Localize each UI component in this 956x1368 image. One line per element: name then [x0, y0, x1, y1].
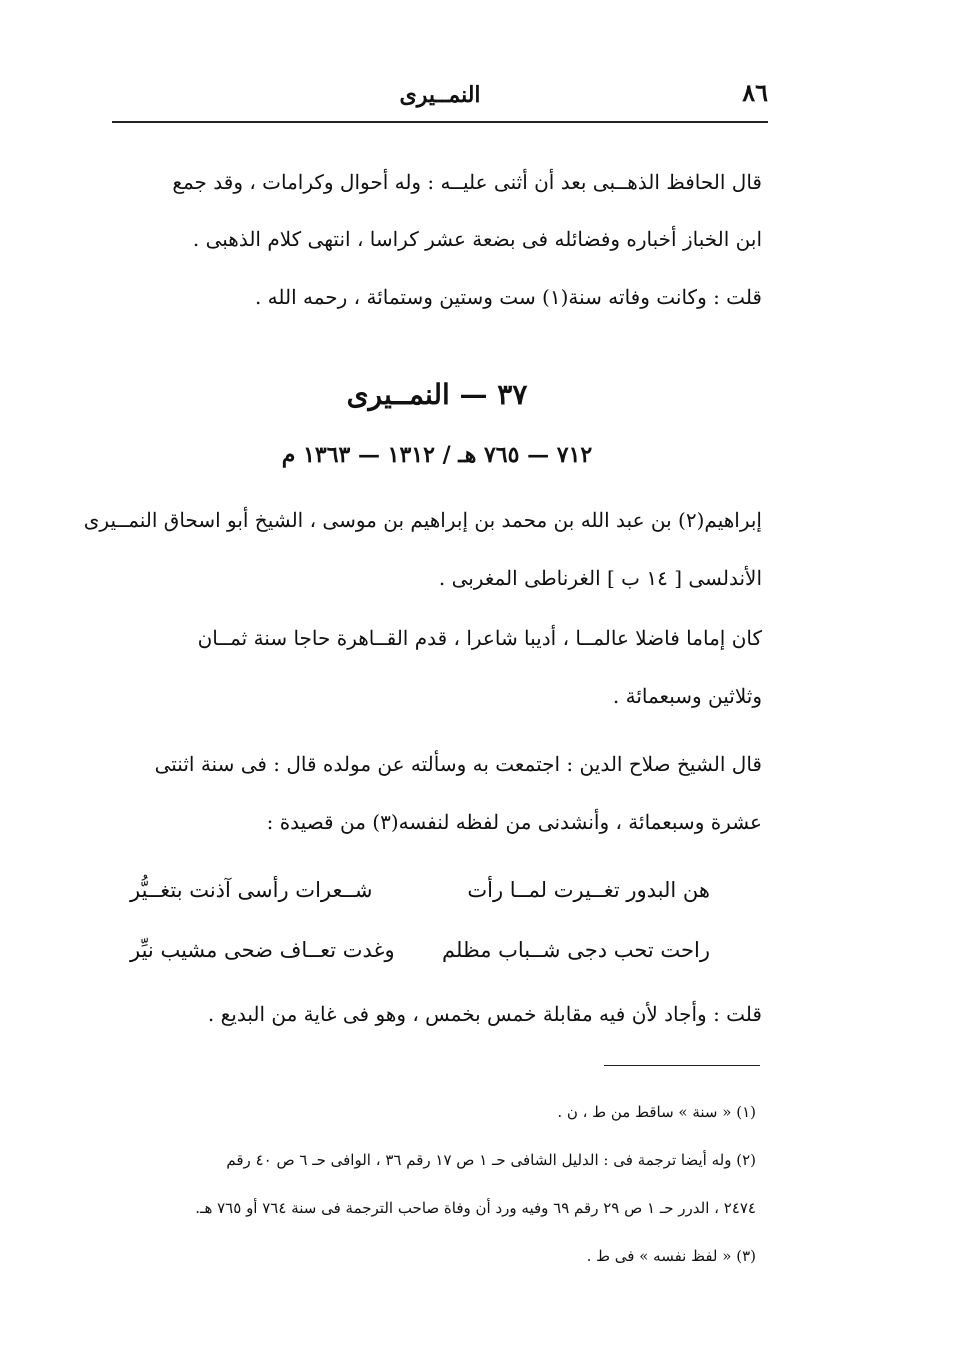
verse-first-hemistich: راحت تحب دجى شــباب مظلم — [442, 938, 710, 962]
paragraph-line: قال الحافظ الذهــبى بعد أن أثنى عليــه : وله أحوال وكرامات ، وقد جمع — [172, 170, 762, 194]
footnote: (٣) « لفظ نفسه » فى ط . — [586, 1247, 756, 1265]
verse-second-hemistich: وغدت تعــاف ضحى مشيب نيِّر — [130, 938, 395, 962]
paragraph-line: قلت : وكانت وفاته سنة(١) ست وستين وستمائة ، رحمه الله . — [254, 285, 762, 309]
poem-verse — [130, 878, 710, 908]
entry-dates: ٧١٢ — ٧٦٥ هـ / ١٣١٢ — ١٣٦٣ م — [281, 442, 593, 468]
paragraph-line: وثلاثين وسبعمائة . — [612, 684, 762, 708]
paragraph-line: عشرة وسبعمائة ، وأنشدنى من لفظه لنفسه(٣) من قصيدة : — [266, 810, 762, 834]
paragraph-line: قال الشيخ صلاح الدين : اجتمعت به وسألته عن مولده قال : فى سنة اثنتى — [154, 752, 762, 776]
paragraph-line: قلت : وأجاد لأن فيه مقابلة خمس بخمس ، وهو فى غاية من البديع . — [207, 1002, 762, 1026]
page-number: ٨٦ — [742, 78, 768, 107]
footnote: (٢) وله أيضا ترجمة فى : الدليل الشافى حـ ١ ص ١٧ رقم ٣٦ ، الوافى حـ ٦ ص ٤٠ رقم — [226, 1151, 756, 1169]
footnote-rule — [604, 1065, 760, 1066]
paragraph-line: الأندلسى [ ١٤ ب ] الغرناطى المغربى . — [438, 566, 762, 590]
paragraph-line: كان إماما فاضلا عالمــا ، أديبا شاعرا ، قدم القــاهرة حاجا سنة ثمــان — [197, 626, 762, 650]
paragraph-line: إبراهيم(٢) بن عبد الله بن محمد بن إبراهيم بن موسى ، الشيخ أبو اسحاق النمــيرى — [83, 508, 762, 532]
page-header — [112, 78, 768, 114]
verse-second-hemistich: شــعرات رأسى آذنت بتغــيُّر — [130, 878, 373, 902]
running-title: النمــيرى — [399, 82, 481, 108]
verse-first-hemistich: هن البدور تغــيرت لمــا رأت — [467, 878, 710, 902]
entry-heading: ٣٧ — النمــيرى — [346, 378, 528, 411]
paragraph-line: ابن الخباز أخباره وفضائله فى بضعة عشر كراسا ، انتهى كلام الذهبى . — [192, 227, 762, 251]
footnote: (١) « سنة » ساقط من ط ، ن . — [557, 1103, 756, 1121]
poem-verse — [130, 938, 710, 968]
header-rule — [112, 121, 768, 123]
footnote: ٢٤٧٤ ، الدرر حـ ١ ص ٢٩ رقم ٦٩ وفيه ورد أن وفاة صاحب الترجمة فى سنة ٧٦٤ أو ٧٦٥ هـ. — [195, 1199, 756, 1217]
